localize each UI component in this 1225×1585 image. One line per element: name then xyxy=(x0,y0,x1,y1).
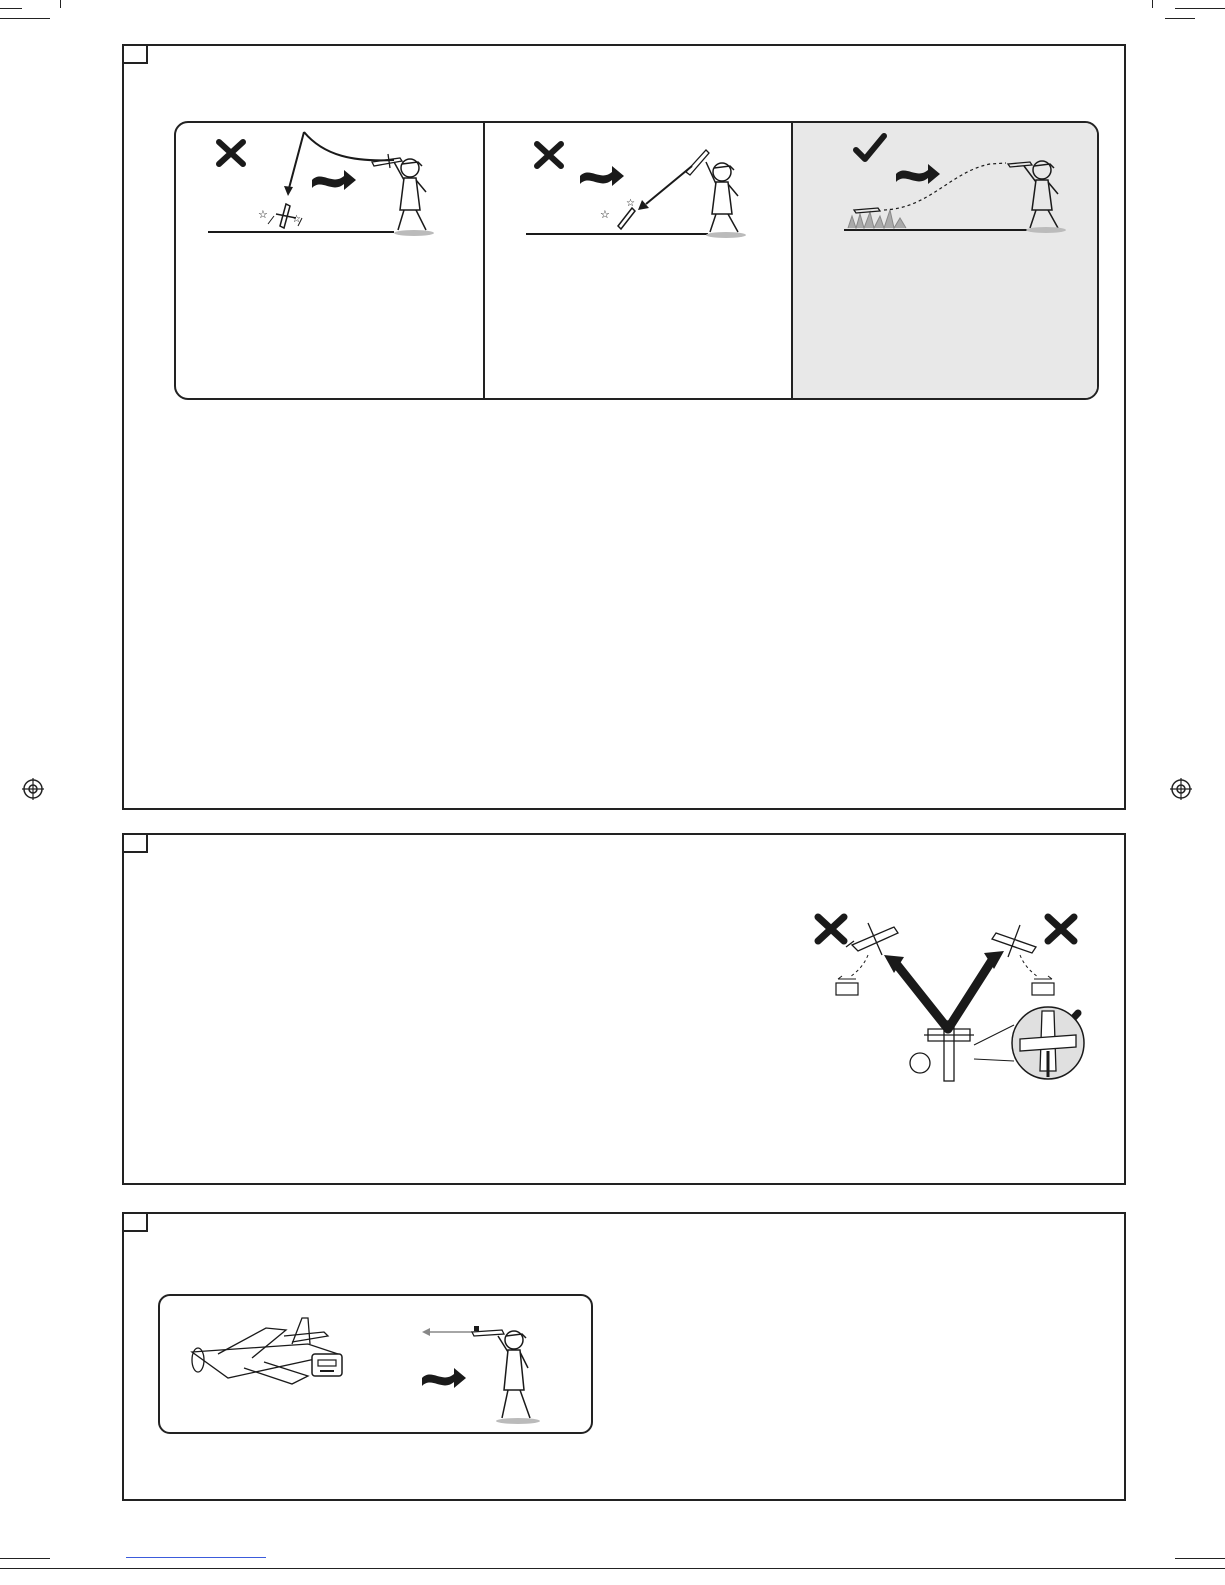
section-number-box xyxy=(122,1212,148,1232)
trim-diagram xyxy=(824,911,1094,1081)
section-launch-technique xyxy=(122,44,1126,810)
panel-divider xyxy=(483,123,485,400)
section-number-box xyxy=(122,44,148,64)
nosedive-illustration xyxy=(522,146,762,238)
registration-mark-left xyxy=(22,778,44,800)
svg-text:☆: ☆ xyxy=(626,198,635,209)
section-switch-and-launch xyxy=(122,1212,1126,1501)
launch-throw-illustration xyxy=(418,1318,558,1426)
section-number-box xyxy=(122,833,148,853)
glide-landing-illustration xyxy=(840,152,1090,232)
svg-text:☆: ☆ xyxy=(258,208,268,221)
crash-illustration xyxy=(204,126,444,236)
svg-text:☆: ☆ xyxy=(600,208,610,221)
svg-text:☆: ☆ xyxy=(292,214,301,225)
plane-switch-illustration xyxy=(188,1314,358,1392)
registration-mark-right xyxy=(1170,778,1192,800)
section-rudder-trim xyxy=(122,833,1126,1185)
panel-divider xyxy=(791,123,793,400)
